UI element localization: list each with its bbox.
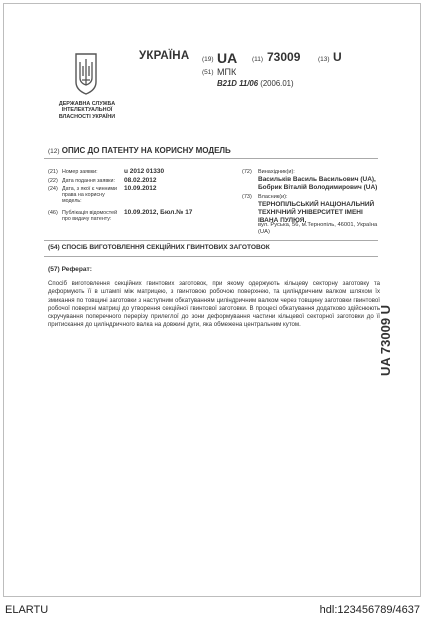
field-label-rights-date: Дата, з якої є чинними права на корисну модель: [62,186,118,204]
field-label-application-number: Номер заявки: [62,169,98,175]
abstract-heading [48,266,92,273]
title-54 [48,244,270,251]
inventor-1: Васильків Василь Васильович (UA), [258,176,376,183]
side-patent-label [378,276,392,376]
inid-code-24: (24) [48,186,58,192]
document-kind: U [333,50,342,64]
footer-repository: ELARTU [5,604,49,616]
owner-address: вул. Руська, 56, м.Тернопіль, 46001, Україна (UA) [258,222,378,235]
trident-emblem-icon [74,52,98,96]
divider [44,158,378,159]
field-label-filing-date: Дата подання заявки: [62,178,115,184]
inid-code-21: (21) [48,169,58,175]
document-title [48,146,231,155]
document-title-text: ОПИС ДО ПАТЕНТУ НА КОРИСНУ МОДЕЛЬ [61,146,231,155]
country-name: УКРАЇНА [139,50,190,62]
inid-code-11: (11) [252,56,264,63]
abstract-label: Реферат: [61,266,92,273]
footer [0,602,424,620]
side-label-text: UA 73009 U [378,304,393,376]
inid-code-12: (12) [48,148,60,155]
inid-code-46: (46) [48,210,58,216]
owner-name: ТЕРНОПІЛЬСЬКИЙ НАЦІОНАЛЬНИЙ ТЕХНІЧНИЙ УНІВЕРСИТЕТ ІМЕНІ ІВАНА ПУЛЮЯ, [258,201,375,224]
application-number: u 2012 01330 [124,168,165,175]
inid-code-19: (19) [202,56,214,63]
inid-code-22: (22) [48,178,58,184]
inid-code-57: (57) [48,266,60,273]
ipc-class: B21D 11/06 [217,79,259,88]
agency-name: ДЕРЖАВНА СЛУЖБА ІНТЕЛЕКТУАЛЬНОЇ ВЛАСНОСТІ УКРАЇНИ [58,101,116,120]
ipc-classification [217,79,294,88]
publication-info: 10.09.2012, Бюл.№ 17 [124,209,193,216]
patent-number: 73009 [267,50,301,64]
inid-code-54: (54) [48,244,60,251]
divider [44,240,378,241]
inid-code-73: (73) [242,194,252,200]
country-code: UA [217,50,238,66]
abstract-text: Спосіб виготовлення секційних гвинтових заготовок, при якому одержують кільцеву секторну заготовку та деформують її в штампі між матрицею, з гвинтовою робочою поверхнею, та циліндричним валком шляхом їх змикання по товщині заготовки з наступним обкатуванням циліндричним валком через товщину заготовки гвинтової робочої поверхні матриці до утворення секційної гвинтової заготовки. В процесі обкатування додатково здійснюють скручування поперечного перерізу прилеглої до зони деформування частини кільцевої секторної заготовки до її притискання до циліндричного валка на довжині дуги, яка обмежена центральним кутом. [48,280,380,329]
inid-code-13: (13) [318,56,330,63]
footer-handle: hdl:123456789/4637 [319,604,420,616]
ipc-date: (2006.01) [260,79,294,88]
rights-date: 10.09.2012 [124,185,157,192]
ipc-label: МПК [217,67,237,77]
inventor-2: Бобрик Віталій Володимирович (UA) [258,184,378,191]
inid-code-72: (72) [242,169,252,175]
divider [44,256,378,257]
field-label-inventors: Винахідник(и): [258,169,295,175]
filing-date: 08.02.2012 [124,177,157,184]
inid-code-51: (51) [202,69,214,76]
field-label-owner: Власник(и): [258,194,288,200]
invention-title: СПОСІБ ВИГОТОВЛЕННЯ СЕКЦІЙНИХ ГВИНТОВИХ ЗАГОТОВОК [61,244,270,251]
field-label-publication: Публікація відомостей про видачу патенту: [62,210,118,222]
